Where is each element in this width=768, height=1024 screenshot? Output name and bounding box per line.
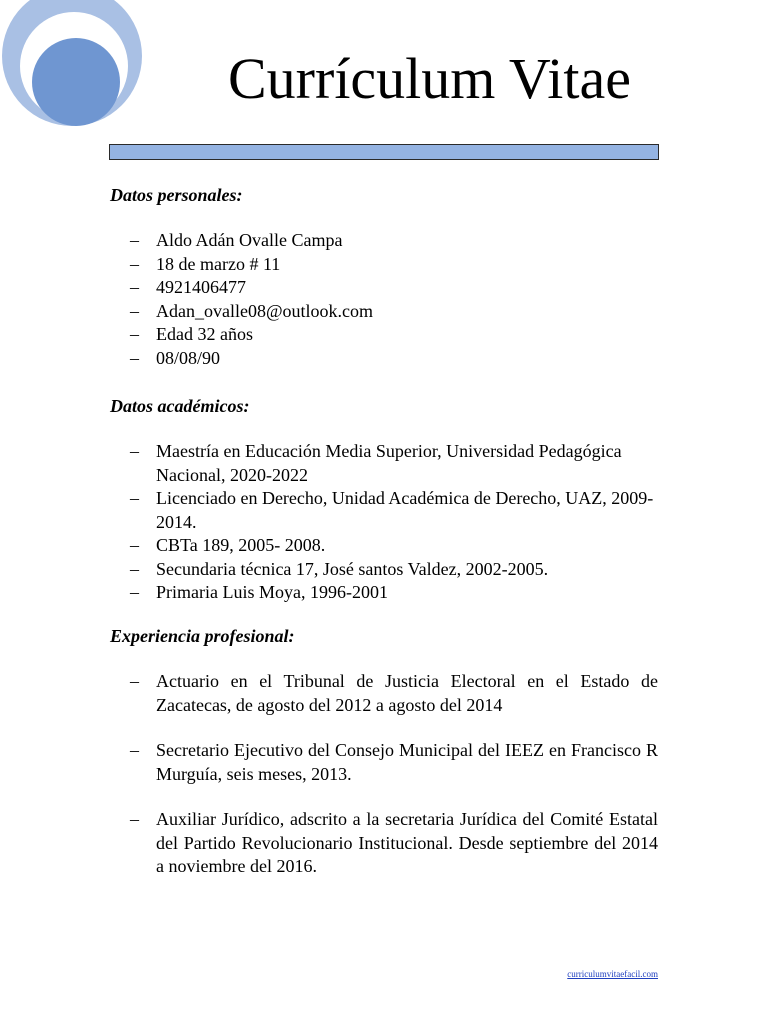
experience-list	[130, 670, 658, 901]
list-item	[130, 670, 658, 717]
dash-bullet: –	[130, 441, 139, 461]
list-item	[130, 558, 658, 582]
list-item-text: Adan_ovalle08@outlook.com	[156, 300, 374, 321]
list-item-text: Aldo Adán Ovalle Campa	[156, 230, 343, 250]
list-item	[130, 440, 658, 487]
list-item-text: Edad 32 años	[156, 324, 253, 344]
heading-datos-academicos: Datos académicos:	[110, 396, 250, 416]
list-item-text: 4921406477	[156, 277, 246, 297]
dash-bullet: –	[130, 582, 139, 602]
dash-bullet: –	[130, 277, 139, 297]
dash-bullet: –	[130, 740, 139, 760]
corner-circles-decoration	[0, 0, 150, 130]
list-item-text: Auxiliar Jurídico, adscrito a la secretaria Jurídica del Comité Estatal del Partido Revolucionario Institucional. Desde septiembre del 2014 a noviembre del 2016.	[156, 809, 658, 876]
dash-bullet: –	[130, 347, 139, 368]
list-item	[130, 229, 658, 253]
list-item	[130, 300, 658, 324]
list-item	[130, 253, 658, 277]
list-item-text: Maestría en Educación Media Superior, Universidad Pedagógica Nacional, 2020-2022	[156, 441, 622, 485]
dash-bullet: –	[130, 324, 139, 344]
dash-bullet: –	[130, 535, 139, 555]
personal-data-list	[130, 229, 658, 370]
list-item	[130, 808, 658, 879]
list-item-text: Actuario en el Tribunal de Justicia Electoral en el Estado de Zacatecas, de agosto del 2012 a agosto del 2014	[156, 671, 658, 715]
list-item-text: CBTa 189, 2005- 2008.	[156, 535, 326, 555]
heading-datos-personales: Datos personales:	[110, 185, 243, 205]
heading-experiencia-profesional: Experiencia profesional:	[110, 626, 295, 646]
list-item-text: Secretario Ejecutivo del Consejo Municipal del IEEZ en Francisco R Murguía, seis meses, 2013.	[156, 740, 658, 784]
footer-website-link[interactable]: curriculumvitaefacil.com	[567, 969, 658, 979]
title-underline-bar	[109, 144, 659, 160]
list-item-text: 18 de marzo # 11	[156, 253, 281, 274]
dash-bullet: –	[130, 253, 139, 274]
dash-bullet: –	[130, 230, 139, 250]
list-item-text: Secundaria técnica 17, José santos Valdez, 2002-2005.	[156, 558, 549, 579]
list-item	[130, 534, 658, 558]
list-item	[130, 581, 658, 605]
dash-bullet: –	[130, 809, 139, 829]
list-item	[130, 487, 658, 534]
list-item-text: Primaria Luis Moya, 1996-2001	[156, 582, 388, 602]
list-item-text: 08/08/90	[156, 347, 221, 368]
page-title: Currículum Vitae	[228, 46, 631, 111]
dash-bullet: –	[130, 671, 139, 691]
list-item-text: Licenciado en Derecho, Unidad Académica de Derecho, UAZ, 2009-2014.	[156, 488, 654, 532]
list-item	[130, 739, 658, 786]
list-item	[130, 276, 658, 300]
list-item	[130, 323, 658, 347]
dash-bullet: –	[130, 300, 139, 321]
dash-bullet: –	[130, 488, 139, 508]
list-item	[130, 347, 658, 371]
academic-data-list	[130, 440, 658, 605]
dash-bullet: –	[130, 558, 139, 579]
